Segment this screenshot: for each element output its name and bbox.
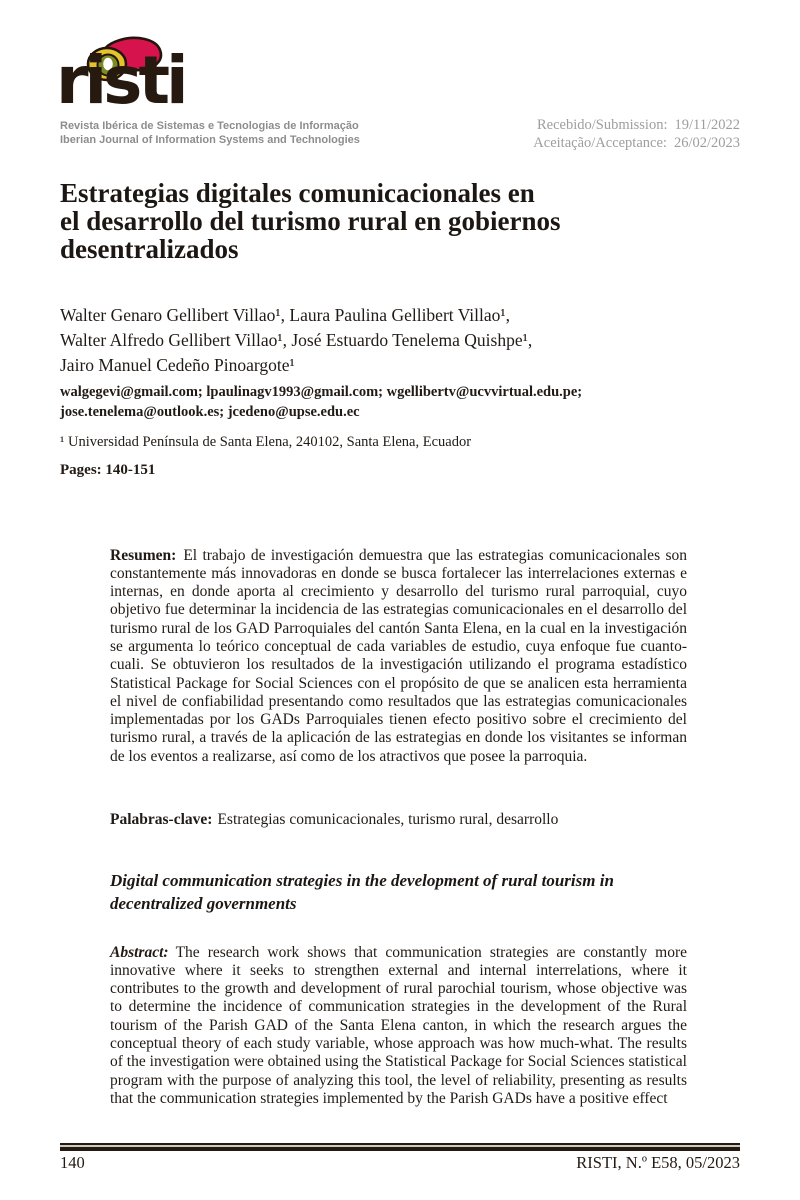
abstract-spanish	[110, 547, 687, 767]
affiliation: ¹ Universidad Península de Santa Elena, 240102, Santa Elena, Ecuador	[60, 434, 472, 450]
keywords	[110, 811, 687, 829]
author-list	[60, 303, 750, 378]
pages-range: Pages: 140-151	[60, 462, 156, 478]
author-emails-line: walgegevi@gmail.com; lpaulinagv1993@gmail.com; wgellibertv@ucvvirtual.edu.pe;	[60, 384, 583, 400]
abstract-english-text: The research work shows that communication strategies are constantly more innovative where it seeks to strengthen external and internal interrelations, where it contributes to the growth and development of rural parochial tourism, whose objective was to determine the incidence of communication strategies in the development of the Rural tourism of the Parish GAD of the Santa Elena canton, in which the research argues the conceptual theory of each study variable, whose approach was how much-what. The results of the investigation were obtained using the Statistical Package for Social Sciences statistical program with the purpose of analyzing this tool, the level of reliability, presenting as results that the communication strategies implemented by the Parish GADs have a positive effect	[110, 943, 687, 1107]
submission-label: Recebido/Submission:	[536, 117, 668, 133]
author-emails	[60, 382, 750, 422]
abstract-english-label: Abstract:	[110, 943, 169, 961]
footer-journal-ref: RISTI, N.º E58, 05/2023	[576, 1153, 740, 1172]
article-title-line: Estrategias digitales comunicacionales en	[60, 178, 535, 208]
acceptance-value: 26/02/2023	[673, 134, 740, 151]
article-title-line: desentralizados	[60, 234, 239, 264]
journal-subtitle-en: Iberian Journal of Information Systems and Technologies	[60, 133, 360, 146]
footer-rule	[60, 1143, 740, 1151]
keywords-text: Estrategias comunicacionales, turismo rural, desarrollo	[217, 810, 559, 828]
journal-subtitle	[60, 120, 360, 147]
abstract-spanish-text: El trabajo de investigación demuestra que las estrategias comunicacionales son constantemente más innovadoras en donde se busca fortalecer las interrelaciones externas e internas, en donde aporta al crecimiento y desarrollo del turismo rural parroquial, cuyo objetivo fue determinar la incidencia de las estrategias comunicacionales en el desarrollo del turismo rural de los GAD Parroquiales del cantón Santa Elena, en la cual en la investigación se argumenta lo teórico conceptual de cada variables de estudio, cuya enfoque fue cuanto-cuali. Se obtuvieron los resultados de la investigación utilizando el programa estadístico Statistical Package for Social Sciences con el propósito de que se analicen esta herramienta el nivel de confiabilidad presentando como resultados que las estrategias comunicacionales implementadas por los GADs Parroquiales tienen efecto positivo sobre el crecimiento del turismo rural, a través de la aplicación de las estrategias en donde los visitantes se informan de los eventos a realizarse, así como de los atractivos que posee la parroquia.	[110, 546, 687, 765]
english-title: Digital communication strategies in the development of rural tourism in decentralized governments	[110, 871, 614, 913]
acceptance-label: Aceitação/Acceptance:	[533, 134, 667, 151]
footer-page-number: 140	[60, 1153, 85, 1172]
article-title	[60, 179, 750, 263]
risti-logo-wordmark: risti	[56, 42, 185, 119]
abstract-english	[110, 944, 687, 1109]
journal-subtitle-pt: Revista Ibérica de Sistemas e Tecnologias de Informação	[60, 120, 359, 132]
footer	[60, 1153, 740, 1173]
submission-dates	[533, 117, 740, 152]
author-emails-line: jose.tenelema@outlook.es; jcedeno@upse.edu.ec	[60, 404, 360, 420]
abstract-spanish-label: Resumen:	[110, 546, 177, 564]
author-line: Walter Genaro Gellibert Villao¹, Laura Paulina Gellibert Villao¹,	[60, 305, 511, 325]
acceptance-date-row	[533, 135, 740, 153]
author-line: Walter Alfredo Gellibert Villao¹, José Estuardo Tenelema Quishpe¹,	[60, 330, 533, 350]
author-line: Jairo Manuel Cedeño Pinoargote¹	[60, 355, 295, 375]
submission-date-row	[533, 117, 740, 135]
article-title-line: el desarrollo del turismo rural en gobiernos	[60, 206, 561, 236]
submission-value: 19/11/2022	[674, 117, 740, 133]
keywords-label: Palabras-clave:	[110, 810, 213, 828]
